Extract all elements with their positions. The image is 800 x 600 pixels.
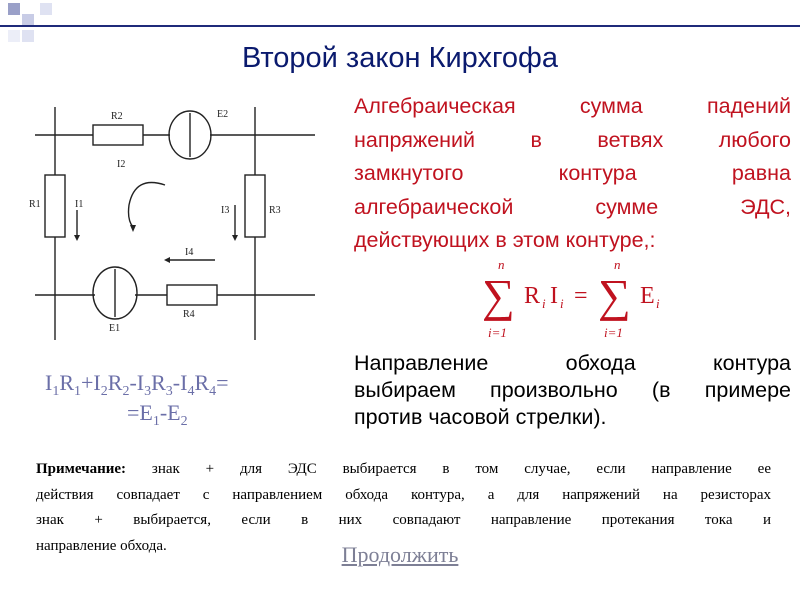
formula-e-index: i	[656, 296, 660, 311]
decor-square-1	[8, 3, 20, 15]
note-line: знак + выбирается, если в них совпадают направление протекания тока и	[36, 512, 771, 528]
eq-term: -I	[172, 370, 188, 395]
note-line: направление обхода.	[36, 537, 167, 554]
note-text: знак + для ЭДС выбирается в том случае, если направление ее	[151, 461, 771, 477]
eq-sub: 1	[74, 384, 82, 399]
label-i4: I4	[185, 247, 194, 258]
note-label: Примечание:	[36, 461, 127, 477]
formula-i-index: i	[560, 296, 564, 311]
sum-symbol-right: ∑	[598, 270, 631, 321]
eq-sub: 4	[187, 384, 195, 399]
sum-upper-left: n	[498, 257, 505, 272]
eq-term: =	[216, 370, 229, 395]
definition-line: алгебраической сумме ЭДС,	[354, 194, 791, 219]
definition-line: замкнутого контура равна	[354, 161, 791, 185]
definition-line: Алгебраическая сумма падений	[354, 94, 791, 118]
decor-square-3	[22, 30, 34, 42]
header-rule	[0, 25, 800, 27]
note-line: действия совпадает с направлением обхода контура, а для напряжений на резисторах	[36, 486, 771, 503]
label-e2: E2	[217, 109, 229, 120]
eq-sub: 1	[52, 384, 60, 399]
label-r4: R4	[183, 309, 195, 320]
continue-link[interactable]: Продолжить	[341, 542, 459, 567]
definition-line: действующих в этом контуре,:	[354, 228, 656, 252]
direction-line: Направление обхода контура	[354, 351, 791, 375]
note-line	[36, 457, 771, 483]
sum-symbol-left: ∑	[482, 270, 515, 321]
slide-title: Второй закон Кирхгофа	[241, 42, 559, 74]
circuit-diagram	[25, 95, 325, 345]
formula-equals: =	[574, 283, 588, 309]
label-r1: R1	[29, 199, 41, 210]
eq-term: I	[45, 370, 53, 395]
eq-term: R	[194, 370, 210, 395]
formula-r: R	[524, 283, 541, 309]
direction-line: против часовой стрелки).	[354, 405, 607, 429]
direction-line: выбираем произвольно (в примере	[354, 378, 791, 402]
eq-term: +I	[81, 370, 101, 395]
formula-i: I	[550, 283, 558, 309]
eq-sub: 2	[100, 384, 108, 399]
label-e1: E1	[109, 323, 121, 334]
eq-term: -I	[129, 370, 145, 395]
equation-line-2	[45, 398, 295, 428]
decor-square-5	[8, 30, 20, 42]
sum-lower-left: i=1	[488, 325, 507, 340]
label-r2: R2	[111, 111, 123, 122]
decor-square-4	[40, 3, 52, 15]
direction-text	[354, 350, 791, 431]
label-r3: R3	[269, 205, 281, 216]
eq-sub: 4	[209, 384, 217, 399]
eq-sub: 2	[180, 414, 188, 429]
definition-line: напряжений в ветвях любого	[354, 127, 791, 152]
eq-sub: 3	[144, 384, 152, 399]
definition-text	[354, 90, 791, 258]
sum-lower-right: i=1	[604, 325, 623, 340]
kirchhoff-formula	[470, 255, 700, 343]
eq-sub: 2	[122, 384, 130, 399]
eq-term: =E	[127, 400, 153, 425]
eq-sub: 1	[152, 414, 160, 429]
formula-r-index: i	[542, 296, 546, 311]
equation-line-1	[45, 370, 229, 399]
eq-term: R	[59, 370, 75, 395]
eq-term: R	[151, 370, 166, 395]
eq-sub: 3	[165, 384, 173, 399]
eq-term: R	[107, 370, 123, 395]
label-i2: I2	[117, 159, 126, 170]
label-i1: I1	[75, 199, 84, 210]
label-i3: I3	[221, 205, 230, 216]
eq-term: -E	[159, 400, 181, 425]
sum-upper-right: n	[614, 257, 621, 272]
kvl-equation	[45, 368, 295, 428]
formula-e: E	[640, 283, 655, 309]
